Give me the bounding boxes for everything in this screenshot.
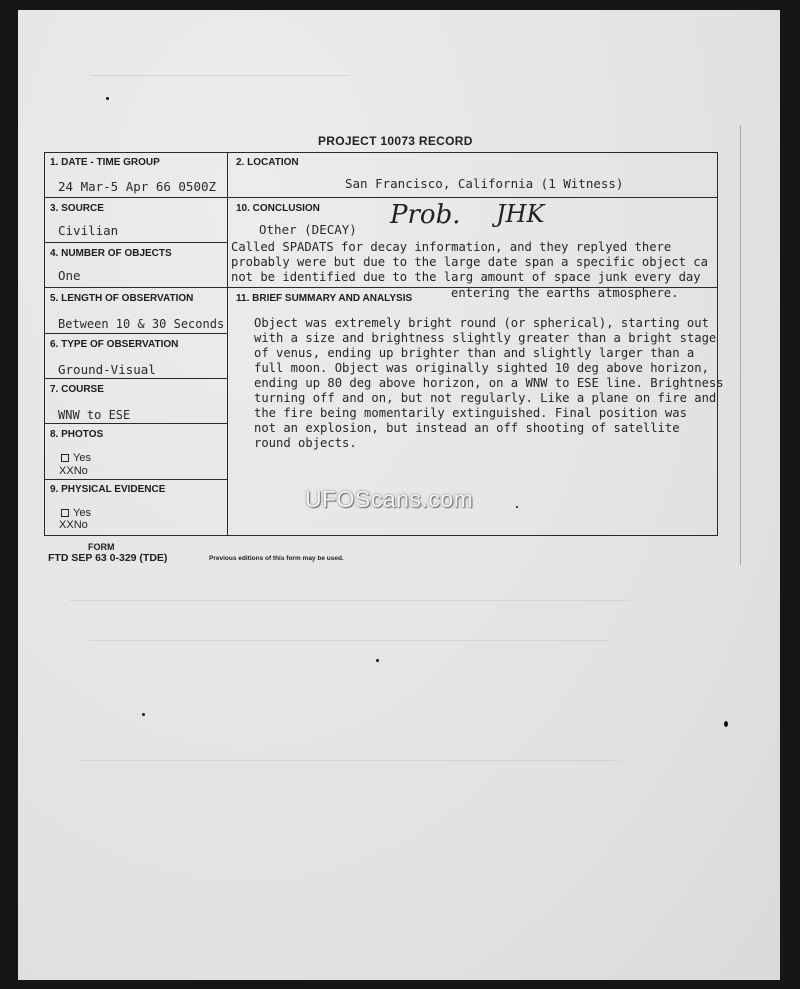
objects-label: 4. NUMBER OF OBJECTS [50,248,172,259]
date-label: 1. DATE - TIME GROUP [50,157,160,168]
summary-line: Object was extremely bright round (or spherical), starting out [254,316,709,330]
physical-label: 9. PHYSICAL EVIDENCE [50,484,166,495]
type-label: 6. TYPE OF OBSERVATION [50,339,179,350]
scan-speck [106,97,109,100]
summary-line: with a size and brightness slightly greater than a bright stage [254,331,717,345]
bleed-through-mark [70,600,630,601]
bleed-through-mark [80,760,620,761]
photos-yes-label: Yes [73,452,91,464]
row-divider [44,423,228,424]
summary-line: of venus, ending up brighter than and slightly larger than a [254,346,695,360]
objects-value: One [58,268,81,283]
summary-line: not an explosion, but instead an off shooting of satellite [254,421,680,435]
summary-label: 11. BRIEF SUMMARY AND ANALYSIS [236,293,413,304]
summary-line: the fire being momentarily extinguished. Final position was [254,406,687,420]
summary-line: turning off and on, but not regularly. Like a plane on fire and [254,391,717,405]
location-value: San Francisco, California (1 Witness) [345,176,624,191]
photos-label: 8. PHOTOS [50,429,104,440]
bleed-through-mark [90,75,350,76]
form-edition-note: Previous editions of this form may be used. [209,555,344,562]
source-label: 3. SOURCE [50,203,104,214]
form-label: FORM [88,542,115,552]
physical-yes-label: Yes [73,507,91,519]
summary-line: round objects. [254,436,357,450]
scan-speck [516,506,518,508]
conclusion-note-line: probably were but due to the large date span a specific object ca [231,255,708,269]
photos-no-label: No [73,465,88,477]
type-value: Ground-Visual [58,362,156,377]
physical-yes-checkbox [61,509,69,517]
course-label: 7. COURSE [50,384,104,395]
page-edge-line [740,125,741,565]
date-value: 24 Mar-5 Apr 66 0500Z [58,179,217,194]
conclusion-note-line: entering the earths atmosphere. [451,286,679,300]
row-divider [44,242,228,243]
summary-line: full moon. Object was originally sighted 10 deg above horizon, [254,361,709,375]
length-value: Between 10 & 30 Seconds [58,317,225,331]
handwritten-initials: JHK [496,200,545,228]
conclusion-note-line: not be identified due to the larg amount of space junk every day [231,270,701,284]
course-value: WNW to ESE [58,408,131,422]
location-label: 2. LOCATION [236,157,299,168]
photos-no-mark: XX [59,465,74,477]
conclusion-value: Other (DECAY) [259,222,357,237]
row-divider [44,479,228,480]
form-id: FTD SEP 63 0-329 (TDE) [48,552,168,564]
scan-speck [376,659,379,662]
source-value: Civilian [58,223,119,238]
row-divider [44,378,228,379]
scan-speck [142,713,145,716]
conclusion-note-line: Called SPADATS for decay information, and they replyed there [231,240,672,254]
bleed-through-mark [90,640,610,641]
photos-no-option [59,465,88,477]
handwritten-probable: Prob. [390,200,461,230]
scan-speck [724,721,728,727]
page-title: PROJECT 10073 RECORD [318,134,473,148]
physical-no-label: No [73,519,88,531]
row-divider [44,197,718,198]
physical-no-option [59,519,88,531]
row-divider [44,333,228,334]
physical-yes-option [61,507,91,519]
photos-yes-option [61,452,91,464]
photos-yes-checkbox [61,454,69,462]
conclusion-label: 10. CONCLUSION [236,203,320,214]
physical-no-mark: XX [59,519,74,531]
summary-line: ending up 80 deg above horizon, on a WNW to ESE line. Brightness [254,376,724,390]
watermark: UFOScans.com [305,486,474,512]
length-label: 5. LENGTH OF OBSERVATION [50,293,194,304]
